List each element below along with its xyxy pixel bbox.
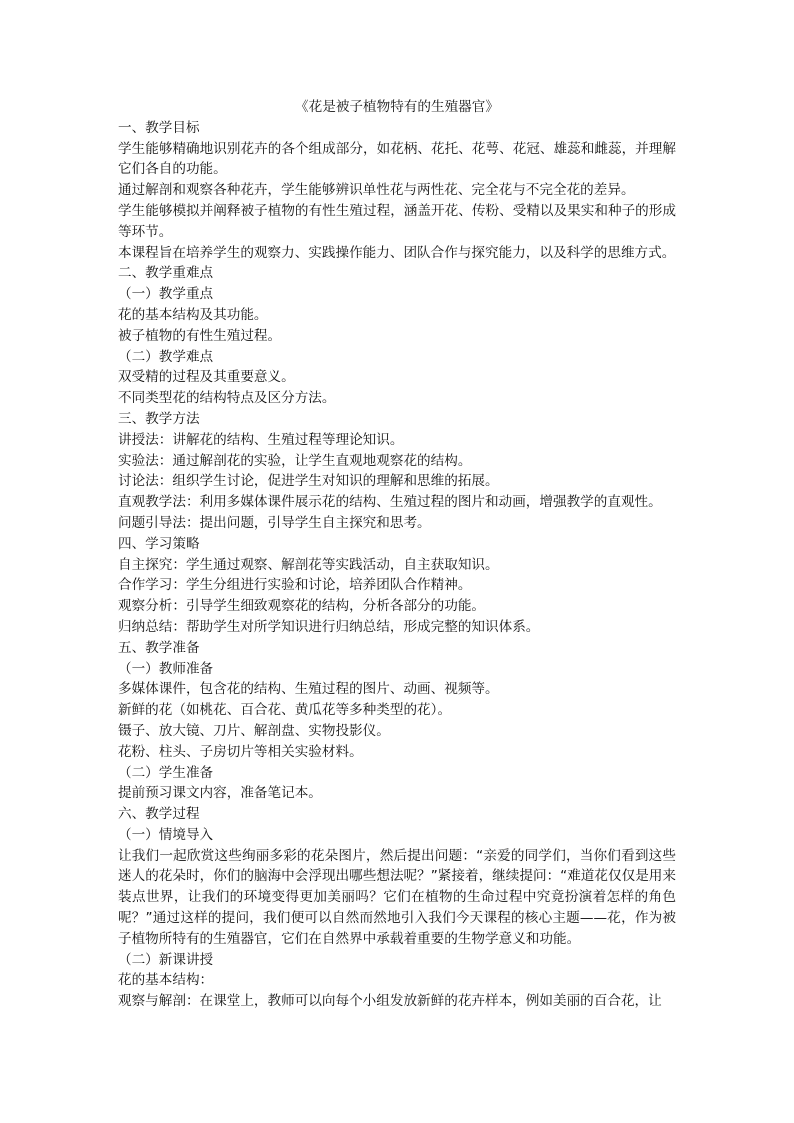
paragraph: 问题引导法：提出问题，引导学生自主探究和思考。 xyxy=(118,514,431,531)
paragraph: 直观教学法：利用多媒体课件展示花的结构、生殖过程的图片和动画，增强教学的直观性。 xyxy=(118,494,662,511)
paragraph: 被子植物的有性生殖过程。 xyxy=(118,327,282,344)
paragraph: 观察与解剖：在课堂上，教师可以向每个小组发放新鲜的花卉样本，例如美丽的百合花，让 xyxy=(118,993,662,1010)
paragraph: 镊子、放大镜、刀片、解剖盘、实物投影仪。 xyxy=(118,722,390,739)
paragraph: 学生能够精确地识别花卉的各个组成部分，如花柄、花托、花萼、花冠、雄蕊和雌蕊，并理解它们各自的功能。 xyxy=(118,140,676,178)
subsection-heading: （二）新课讲授 xyxy=(118,951,214,968)
section-heading: 六、教学过程 xyxy=(118,806,200,823)
document-body xyxy=(118,97,676,1012)
paragraph: 归纳总结：帮助学生对所学知识进行归纳总结，形成完整的知识体系。 xyxy=(118,618,540,635)
section-heading: 三、教学方法 xyxy=(118,410,200,427)
paragraph: 不同类型花的结构特点及区分方法。 xyxy=(118,390,336,407)
paragraph: 花的基本结构及其功能。 xyxy=(118,306,268,323)
section-heading: 一、教学目标 xyxy=(118,119,200,136)
paragraph: 双受精的过程及其重要意义。 xyxy=(118,369,295,386)
subsection-heading: （一）教师准备 xyxy=(118,660,214,677)
paragraph: 提前预习课文内容，准备笔记本。 xyxy=(118,785,322,802)
section-heading: 二、教学重难点 xyxy=(118,265,214,282)
paragraph: 合作学习：学生分组进行实验和讨论，培养团队合作精神。 xyxy=(118,577,472,594)
paragraph: 讲授法：讲解花的结构、生殖过程等理论知识。 xyxy=(118,431,404,448)
section-heading: 五、教学准备 xyxy=(118,639,200,656)
paragraph: 通过解剖和观察各种花卉，学生能够辨识单性花与两性花、完全花与不完全花的差异。 xyxy=(118,182,635,199)
paragraph: 讨论法：组织学生讨论，促进学生对知识的理解和思维的拓展。 xyxy=(118,473,499,490)
subsection-heading: （一）教学重点 xyxy=(118,286,214,303)
paragraph: 自主探究：学生通过观察、解剖花等实践活动，自主获取知识。 xyxy=(118,556,499,573)
section-heading: 四、学习策略 xyxy=(118,535,200,552)
subsection-heading: （二）教学难点 xyxy=(118,348,214,365)
paragraph: 观察分析：引导学生细致观察花的结构，分析各部分的功能。 xyxy=(118,598,486,615)
paragraph: 本课程旨在培养学生的观察力、实践操作能力、团队合作与探究能力，以及科学的思维方式。 xyxy=(118,244,676,261)
paragraph: 花的基本结构： xyxy=(118,972,214,989)
paragraph: 花粉、柱头、子房切片等相关实验材料。 xyxy=(118,743,363,760)
subsection-heading: （二）学生准备 xyxy=(118,764,214,781)
paragraph: 让我们一起欣赏这些绚丽多彩的花朵图片，然后提出问题：“亲爱的同学们，当你们看到这些迷人的花朵时，你们的脑海中会浮现出哪些想法呢？”紧接着，继续提问：“难道花仅仅是用来装点世界，让我们的环境变得更加美丽吗？它们在植物的生命过程中究竟扮演着怎样的角色呢？”通过这样的提问，我们便可以自然而然地引入我们今天课程的核心主题——花，作为被子植物所特有的生殖器官，它们在自然界中承载着重要的生物学意义和功能。 xyxy=(118,847,676,947)
document-title: 《花是被子植物特有的生殖器官》 xyxy=(295,99,499,115)
paragraph: 学生能够模拟并阐释被子植物的有性生殖过程，涵盖开花、传粉、受精以及果实和种子的形成等环节。 xyxy=(118,202,676,240)
paragraph: 多媒体课件，包含花的结构、生殖过程的图片、动画、视频等。 xyxy=(118,681,499,698)
subsection-heading: （一）情境导入 xyxy=(118,826,214,843)
paragraph: 实验法：通过解剖花的实验，让学生直观地观察花的结构。 xyxy=(118,452,472,469)
paragraph: 新鲜的花（如桃花、百合花、黄瓜花等多种类型的花）。 xyxy=(118,702,452,719)
